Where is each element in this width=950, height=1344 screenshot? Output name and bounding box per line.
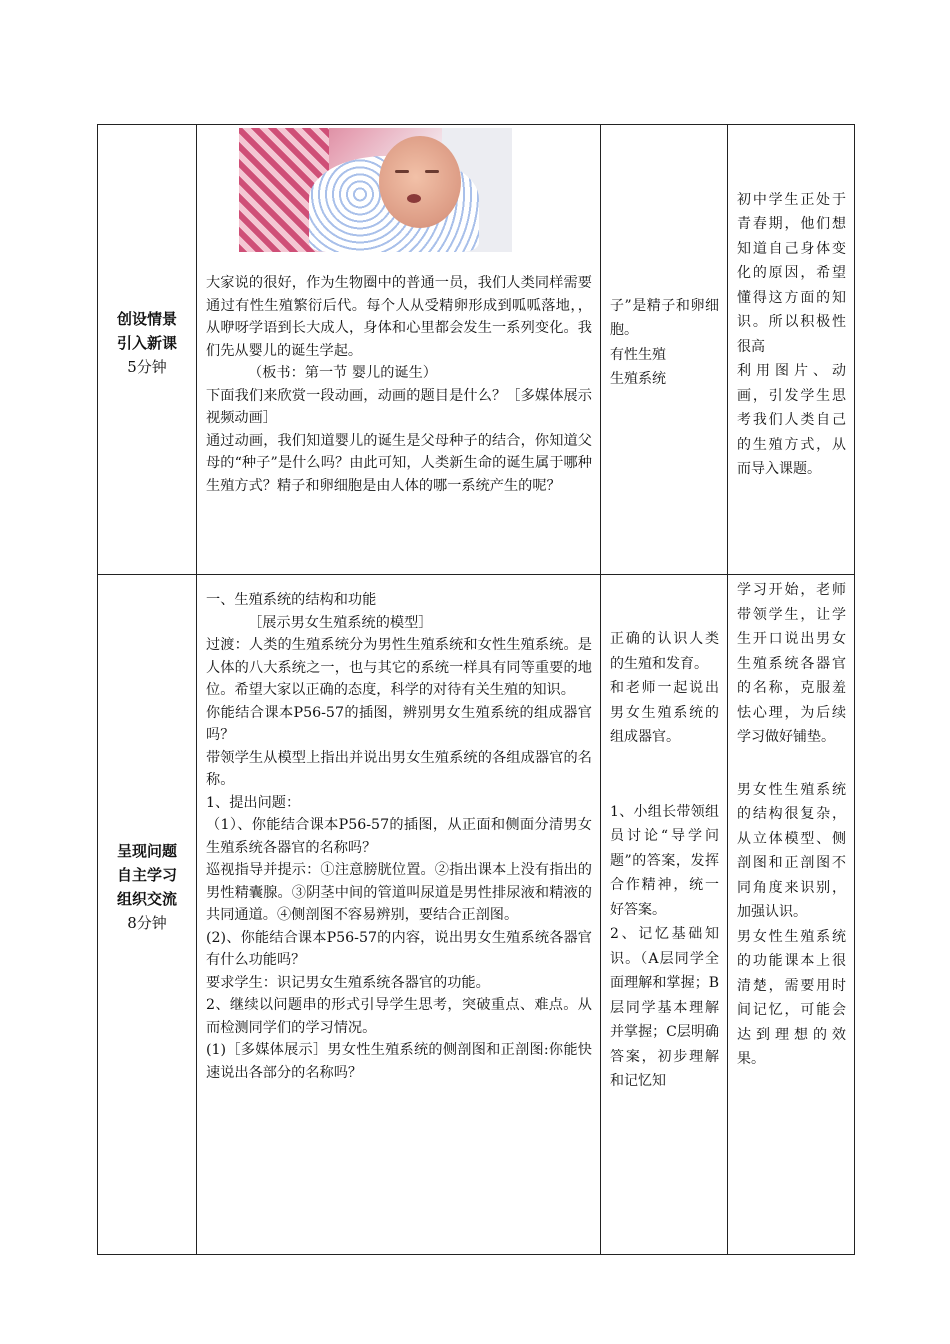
stage-duration: 5分钟: [127, 357, 167, 376]
paragraph: 和老师一起说出男女生殖系统的组成器官。: [610, 680, 719, 745]
paragraph: 生殖系统: [610, 371, 666, 387]
paragraph: （1）、你能结合课本P56-57的插图，从正面和侧面分清男女生殖系统各器官的名称吗？: [206, 817, 592, 856]
paragraph: 1、提出问题：: [206, 794, 301, 811]
paragraph: 利用图片、动画，引发学生思考我们人类自己的生殖方式，从而导入课题。: [737, 363, 846, 477]
lesson-plan-table: [97, 124, 855, 1255]
paragraph: 学习开始，老师带领学生，让学生开口说出男女生殖系统各器官的名称，克服羞怯心理，为后续学习做好铺垫。: [737, 582, 846, 745]
paragraph: 过渡：人类的生殖系统分为男性生殖系统和女性生殖系统。是人体的八大系统之一，也与其它的系统一样具有同等重要的地位。希望大家以正确的态度，科学的对待有关生殖的知识。: [206, 637, 592, 698]
stage-title-line: 自主学习: [116, 866, 177, 884]
stage-title-line: 呈现问题: [116, 842, 177, 860]
board-note: （板书：第一节 婴儿的诞生）: [248, 365, 437, 381]
stage-cell: [98, 575, 197, 1255]
section-heading: 一、生殖系统的结构和功能: [206, 592, 377, 608]
design-intent-cell: [728, 125, 855, 575]
student-activity-cell: [601, 125, 728, 575]
paragraph: 1、小组长带领组员讨论“导学问题”的答案，发挥合作精神，统一好答案。: [610, 803, 719, 918]
paragraph: 通过动画，我们知道婴儿的诞生是父母种子的结合，你知道父母的“种子”是什么吗？由此可知，人类新生命的诞生属于哪种生殖方式？精子和卵细胞是由人体的哪一系统产生的呢？: [206, 432, 592, 494]
teacher-activity-cell: [197, 125, 601, 575]
paragraph: 子”是精子和卵细胞。: [610, 297, 719, 338]
stage-duration: 8分钟: [127, 914, 167, 932]
design-intent-cell: [728, 575, 855, 1255]
teacher-activity-cell: [197, 575, 601, 1255]
paragraph: 2、继续以问题串的形式引导学生思考，突破重点、难点。从而检测同学们的学习情况。: [206, 997, 592, 1036]
table-row: [98, 125, 855, 575]
paragraph: 2、记忆基础知识。（A层同学全面理解和掌握；B层同学基本理解并掌握；C层明确答案，初步理解和记忆知: [610, 926, 719, 1089]
paragraph: 初中学生正处于青春期，他们想知道自己身体变化的原因，希望懂得这方面的知识。所以积极性很高: [737, 191, 846, 355]
display-note: ［展示男女生殖系统的模型］: [248, 614, 433, 631]
stage-cell: [98, 125, 197, 575]
paragraph: 正确的认识人类的生殖和发育。: [610, 631, 719, 672]
stage-title-line: 引入新课: [116, 333, 177, 352]
paragraph: 带领学生从模型上指出并说出男女生殖系统的各组成器官的名称。: [206, 749, 592, 788]
stage-title-line: 组织交流: [116, 890, 177, 908]
table-row: [98, 575, 855, 1255]
paragraph: 你能结合课本P56-57的插图，辨别男女生殖系统的组成器官吗？: [206, 704, 592, 743]
student-activity-cell: [601, 575, 728, 1255]
newborn-baby-photo: [239, 128, 512, 252]
paragraph: 男女性生殖系统的功能课本上很清楚，需要用时间记忆，可能会达到理想的效果。: [737, 928, 846, 1067]
paragraph: 巡视指导并提示：①注意膀胱位置。②指出课本上没有指出的男性精囊腺。③阴茎中间的管道叫尿道是男性排尿液和精液的共同通道。④侧剖图不容易辨别，要结合正剖图。: [206, 862, 592, 923]
paragraph: (2)、你能结合课本P56-57的内容，说出男女生殖系统各器官有什么功能吗？: [206, 929, 592, 968]
paragraph: (1)［多媒体展示］男女性生殖系统的侧剖图和正剖图:你能快速说出各部分的名称吗？: [206, 1042, 592, 1081]
paragraph: 男女性生殖系统的结构很复杂，从立体模型、侧剖图和正剖图不同角度来识别，加强认识。: [737, 781, 846, 920]
stage-title-line: 创设情景: [116, 309, 177, 328]
paragraph: 有性生殖: [610, 346, 666, 363]
paragraph: 大家说的很好，作为生物圈中的普通一员，我们人类同样需要通过有性生殖繁衍后代。每个人从受精卵形成到呱呱落地，，从咿呀学语到长大成人，身体和心里都会发生一系列变化。我们先从婴儿的诞生学起。: [206, 275, 592, 359]
paragraph: 要求学生：识记男女生殖系统各器官的功能。: [206, 974, 490, 991]
paragraph: 下面我们来欣赏一段动画，动画的题目是什么？［多媒体展示视频动画］: [206, 387, 592, 426]
